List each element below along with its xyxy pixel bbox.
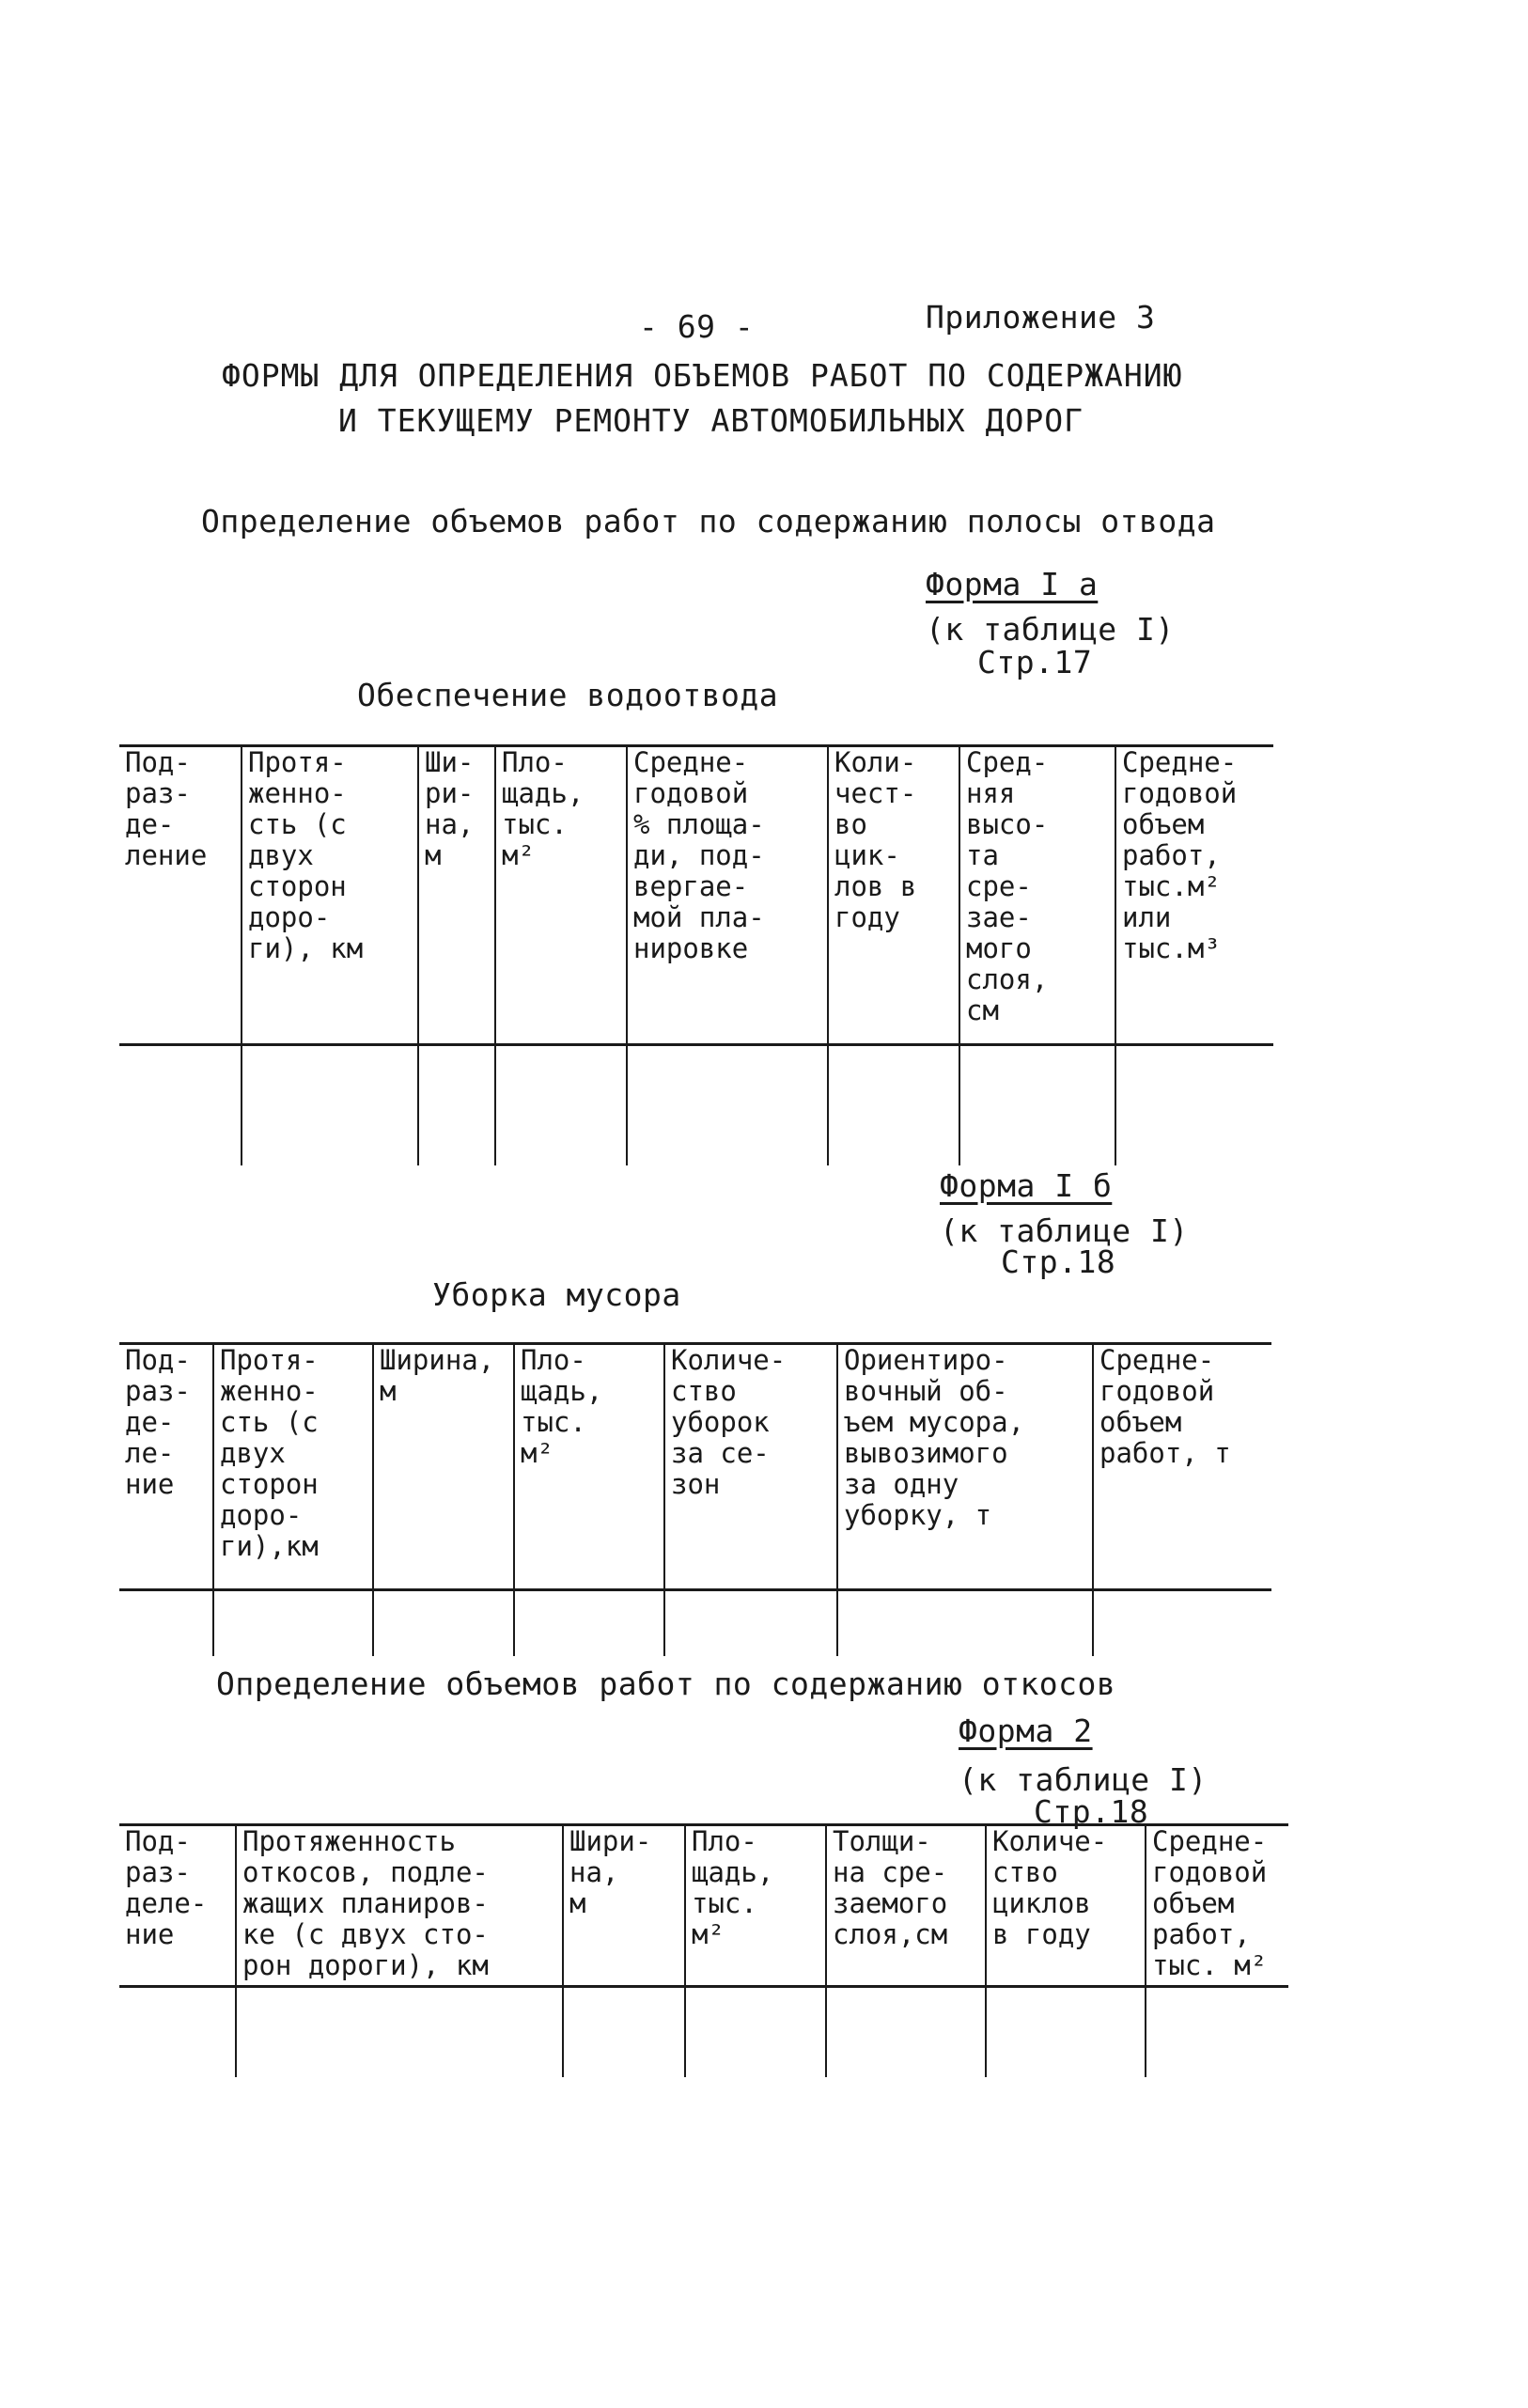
empty-cell [1146,1987,1288,2077]
header-cell: Средне- годовой % площа- ди, под- вергае- мой пла- нировке [627,746,828,1045]
empty-cell [627,1045,828,1165]
empty-cell [959,1045,1115,1165]
section-heading-right-of-way: Определение объемов работ по содержанию полосы отвода [201,503,1216,539]
form-1b-table [119,1342,1271,1656]
page-number: - 69 - [639,308,755,345]
header-cell: Толщи- на сре- заемого слоя,см [826,1825,986,1987]
header-cell: Протяженность откосов, подле- жащих планиров- ке (с двух сто- рон дороги), км [236,1825,563,1987]
header-cell: Ориентиро- вочный об- ъем мусора, вывозимого за одну уборку, т [837,1344,1093,1590]
empty-cell [373,1590,514,1656]
header-cell: Пло- щадь, тыс. м² [514,1344,664,1590]
header-cell: Шири- на, м [563,1825,685,1987]
form-1b-caption: Уборка мусора [432,1276,681,1313]
form-1a-table [119,744,1273,1165]
appendix-label: Приложение 3 [926,299,1156,336]
header-cell: Средне- годовой объем работ, т [1093,1344,1271,1590]
empty-cell [514,1590,664,1656]
empty-cell [685,1987,826,2077]
empty-cell [242,1045,418,1165]
form-1a-label: Форма I а [926,566,1099,602]
header-cell: Под- раз- де- ление [119,746,242,1045]
header-cell: Ширина, м [373,1344,514,1590]
empty-cell [119,1590,213,1656]
empty-cell [1093,1590,1271,1656]
header-cell: Коли- чест- во цик- лов в году [828,746,959,1045]
header-cell: Под- раз- деле- ние [119,1825,236,1987]
page-title-line1: ФОРМЫ ДЛЯ ОПРЕДЕЛЕНИЯ ОБЪЕМОВ РАБОТ ПО СОДЕРЖАНИЮ [222,357,1183,394]
form-2-label: Форма 2 [959,1712,1093,1749]
form-2-ref: (к таблице I) [959,1761,1208,1798]
header-cell: Количе- ство уборок за се- зон [664,1344,837,1590]
form-1b-label: Форма I б [940,1167,1113,1204]
section-heading-slopes: Определение объемов работ по содержанию откосов [216,1665,1116,1702]
empty-cell [837,1590,1093,1656]
empty-cell [664,1590,837,1656]
form-1a-caption: Обеспечение водоотвода [357,677,779,713]
page-title-line2: И ТЕКУЩЕМУ РЕМОНТУ АВТОМОБИЛЬНЫХ ДОРОГ [338,402,1084,439]
form-1b-page: Стр.18 [1001,1243,1116,1280]
header-cell: Средне- годовой объем работ, тыс. м² [1146,1825,1288,1987]
form-1a-page: Стр.17 [977,644,1093,680]
header-cell: Количе- ство циклов в году [986,1825,1146,1987]
header-cell: Пло- щадь, тыс. м² [685,1825,826,1987]
header-cell: Ши- ри- на, м [418,746,495,1045]
header-cell: Протя- женно- сть (с двух сторон доро- ги), км [242,746,418,1045]
empty-cell [986,1987,1146,2077]
empty-cell [236,1987,563,2077]
header-cell: Средне- годовой объем работ, тыс.м² или тыс.м³ [1115,746,1273,1045]
empty-cell [119,1987,236,2077]
empty-cell [1115,1045,1273,1165]
form-2-page: Стр.18 [1034,1793,1149,1830]
empty-cell [828,1045,959,1165]
empty-cell [495,1045,627,1165]
form-1b-ref: (к таблице I) [940,1212,1189,1249]
empty-cell [418,1045,495,1165]
header-cell: Протя- женно- сть (с двух сторон доро- ги),км [213,1344,373,1590]
header-cell: Пло- щадь, тыс. м² [495,746,627,1045]
header-cell: Под- раз- де- ле- ние [119,1344,213,1590]
header-cell: Сред- няя высо- та сре- зае- мого слоя, см [959,746,1115,1045]
form-2-table [119,1823,1288,2077]
empty-cell [119,1045,242,1165]
form-1a-ref: (к таблице I) [926,611,1175,648]
empty-cell [563,1987,685,2077]
empty-cell [826,1987,986,2077]
empty-cell [213,1590,373,1656]
